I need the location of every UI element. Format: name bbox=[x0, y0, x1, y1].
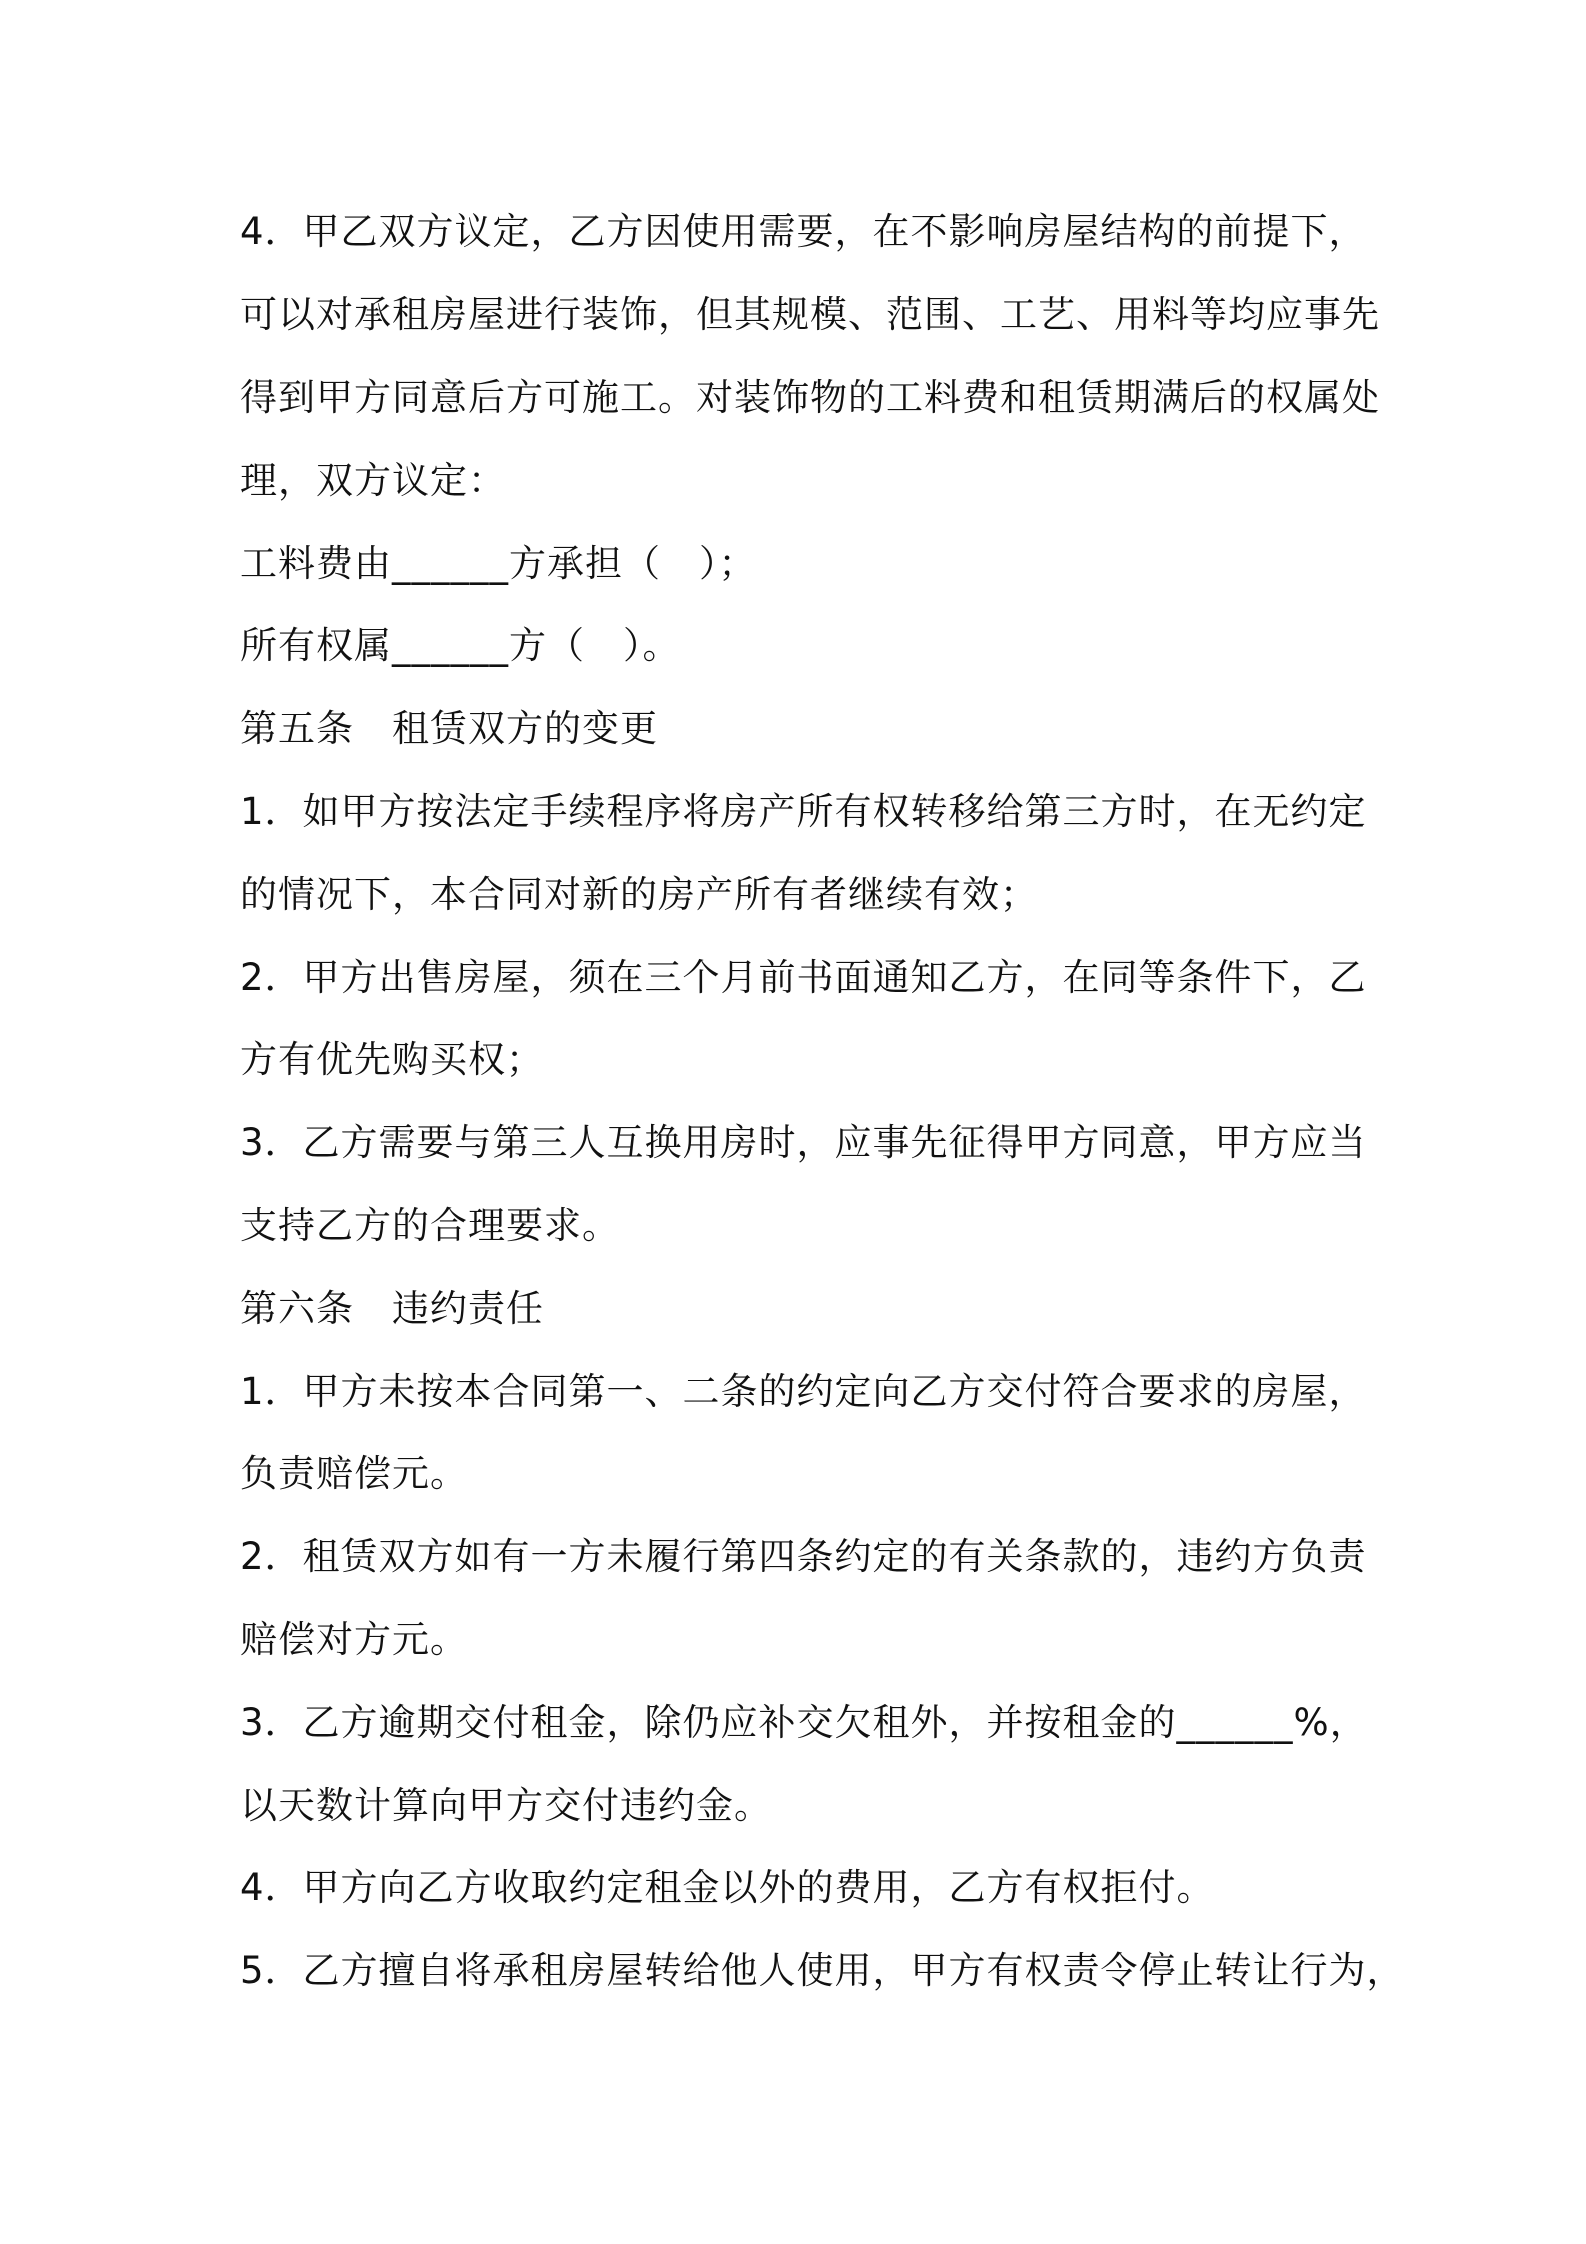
section-heading: 第五条 租赁双方的变更 bbox=[240, 707, 658, 750]
text-line: 支持乙方的合理要求。 bbox=[240, 1204, 620, 1247]
section-heading: 第六条 违约责任 bbox=[240, 1287, 544, 1330]
text-line: 1．如甲方按法定手续程序将房产所有权转移给第三方时，在无约定 bbox=[240, 790, 1367, 833]
text-line: 3．乙方逾期交付租金，除仍应补交欠租外，并按租金的______%， bbox=[240, 1701, 1368, 1744]
text-line: 得到甲方同意后方可施工。对装饰物的工料费和租赁期满后的权属处 bbox=[240, 376, 1380, 419]
text-line: 可以对承租房屋进行装饰，但其规模、范围、工艺、用料等均应事先 bbox=[240, 293, 1380, 336]
text-line: 4．甲乙双方议定，乙方因使用需要，在不影响房屋结构的前提下， bbox=[240, 210, 1367, 253]
text-line: 以天数计算向甲方交付违约金。 bbox=[240, 1784, 772, 1827]
text-line: 工料费由______方承担（ ）； bbox=[240, 542, 757, 585]
text-line: 赔偿对方元。 bbox=[240, 1618, 468, 1661]
text-line: 理，双方议定： bbox=[240, 459, 506, 502]
text-line: 负责赔偿元。 bbox=[240, 1452, 468, 1495]
text-line: 3．乙方需要与第三人互换用房时，应事先征得甲方同意，甲方应当 bbox=[240, 1121, 1367, 1164]
text-line: 5．乙方擅自将承租房屋转给他人使用，甲方有权责令停止转让行为， bbox=[240, 1949, 1405, 1992]
text-line: 的情况下，本合同对新的房产所有者继续有效； bbox=[240, 873, 1038, 916]
text-line: 2．甲方出售房屋，须在三个月前书面通知乙方，在同等条件下，乙 bbox=[240, 956, 1367, 999]
text-line: 2．租赁双方如有一方未履行第四条约定的有关条款的，违约方负责 bbox=[240, 1535, 1367, 1578]
text-line: 4．甲方向乙方收取约定租金以外的费用，乙方有权拒付。 bbox=[240, 1866, 1215, 1909]
text-line: 所有权属______方（ ）。 bbox=[240, 624, 681, 667]
text-line: 方有优先购买权； bbox=[240, 1038, 544, 1081]
text-line: 1．甲方未按本合同第一、二条的约定向乙方交付符合要求的房屋， bbox=[240, 1370, 1367, 1413]
